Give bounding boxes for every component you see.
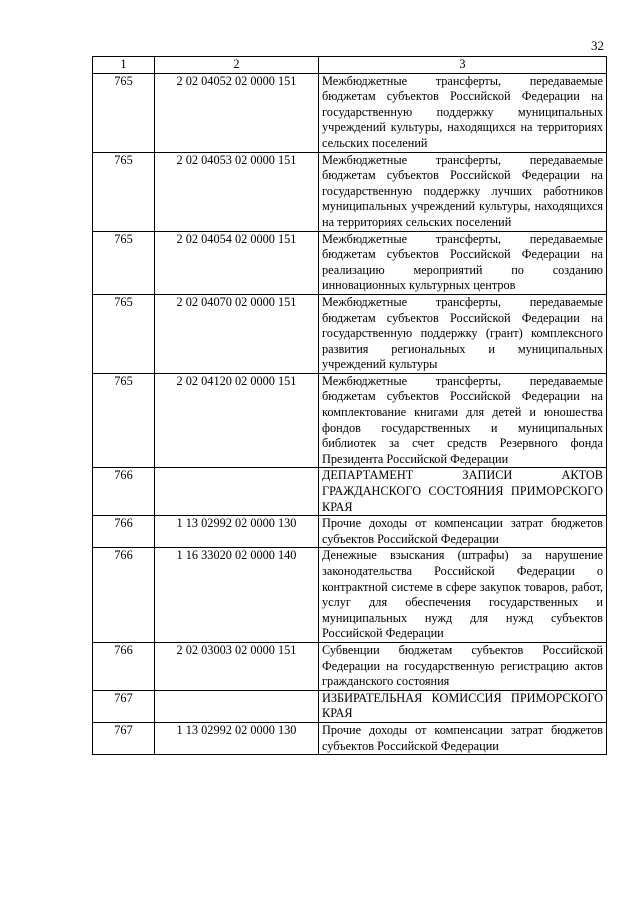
table-row — [93, 516, 607, 548]
description-cell: Межбюджетные трансферты, передаваемые бюджетам субъектов Российской Федерации на реализацию мероприятий по созданию инновационных культурных центров — [319, 231, 607, 294]
page-number: 32 — [591, 38, 604, 53]
admin-code-cell: 767 — [93, 690, 155, 722]
admin-code-cell: 765 — [93, 152, 155, 231]
table-row-section-heading — [93, 468, 607, 516]
admin-code-cell: 767 — [93, 722, 155, 754]
admin-code-cell: 765 — [93, 231, 155, 294]
header-col-1: 1 — [93, 57, 155, 74]
description-cell: Межбюджетные трансферты, передаваемые бюджетам субъектов Российской Федерации на государственную поддержку лучших работников муниципальных учреждений культуры, находящихся на территориях сельских поселений — [319, 152, 607, 231]
table-row-section-heading — [93, 690, 607, 722]
description-cell: Прочие доходы от компенсации затрат бюджетов субъектов Российской Федерации — [319, 722, 607, 754]
kbk-code-cell: 2 02 04120 02 0000 151 — [155, 373, 319, 468]
kbk-code-cell: 2 02 04052 02 0000 151 — [155, 73, 319, 152]
table-row — [93, 294, 607, 373]
admin-code-cell: 766 — [93, 642, 155, 690]
table-row — [93, 373, 607, 468]
description-cell: Межбюджетные трансферты, передаваемые бюджетам субъектов Российской Федерации на государственную поддержку (грант) комплексного развития региональных и муниципальных учреждений культуры — [319, 294, 607, 373]
table-header-row — [93, 57, 607, 74]
kbk-code-cell: 1 16 33020 02 0000 140 — [155, 548, 319, 643]
kbk-code-cell: 2 02 04053 02 0000 151 — [155, 152, 319, 231]
description-cell: Денежные взыскания (штрафы) за нарушение законодательства Российской Федерации о контрактной системе в сфере закупок товаров, работ, услуг для обеспечения государственных и муниципальных нужд для нужд субъектов Российской Федерации — [319, 548, 607, 643]
revenue-codes-table — [92, 56, 607, 755]
admin-code-cell: 765 — [93, 294, 155, 373]
table-row — [93, 722, 607, 754]
description-cell: Субвенции бюджетам субъектов Российской Федерации на государственную регистрацию актов гражданского состояния — [319, 642, 607, 690]
section-heading-cell: ДЕПАРТАМЕНТ ЗАПИСИ АКТОВ ГРАЖДАНСКОГО СОСТОЯНИЯ ПРИМОРСКОГО КРАЯ — [319, 468, 607, 516]
admin-code-cell: 766 — [93, 548, 155, 643]
description-cell: Межбюджетные трансферты, передаваемые бюджетам субъектов Российской Федерации на государственную поддержку муниципальных учреждений культуры, находящихся на территориях сельских поселений — [319, 73, 607, 152]
section-heading-cell: ИЗБИРАТЕЛЬНАЯ КОМИССИЯ ПРИМОРСКОГО КРАЯ — [319, 690, 607, 722]
table-row — [93, 73, 607, 152]
description-cell: Межбюджетные трансферты, передаваемые бюджетам субъектов Российской Федерации на комплектование книгами для детей и юношества фондов государственных и муниципальных библиотек за счет средств Резервного фонда Президента Российской Федерации — [319, 373, 607, 468]
table-row — [93, 642, 607, 690]
admin-code-cell: 766 — [93, 468, 155, 516]
admin-code-cell: 765 — [93, 373, 155, 468]
kbk-code-cell: 1 13 02992 02 0000 130 — [155, 516, 319, 548]
description-cell: Прочие доходы от компенсации затрат бюджетов субъектов Российской Федерации — [319, 516, 607, 548]
table-row — [93, 231, 607, 294]
header-col-3: 3 — [319, 57, 607, 74]
table-row — [93, 548, 607, 643]
kbk-code-cell: 2 02 04070 02 0000 151 — [155, 294, 319, 373]
kbk-code-cell: 2 02 03003 02 0000 151 — [155, 642, 319, 690]
kbk-code-cell — [155, 468, 319, 516]
header-col-2: 2 — [155, 57, 319, 74]
admin-code-cell: 766 — [93, 516, 155, 548]
admin-code-cell: 765 — [93, 73, 155, 152]
table-row — [93, 152, 607, 231]
kbk-code-cell: 1 13 02992 02 0000 130 — [155, 722, 319, 754]
kbk-code-cell — [155, 690, 319, 722]
kbk-code-cell: 2 02 04054 02 0000 151 — [155, 231, 319, 294]
